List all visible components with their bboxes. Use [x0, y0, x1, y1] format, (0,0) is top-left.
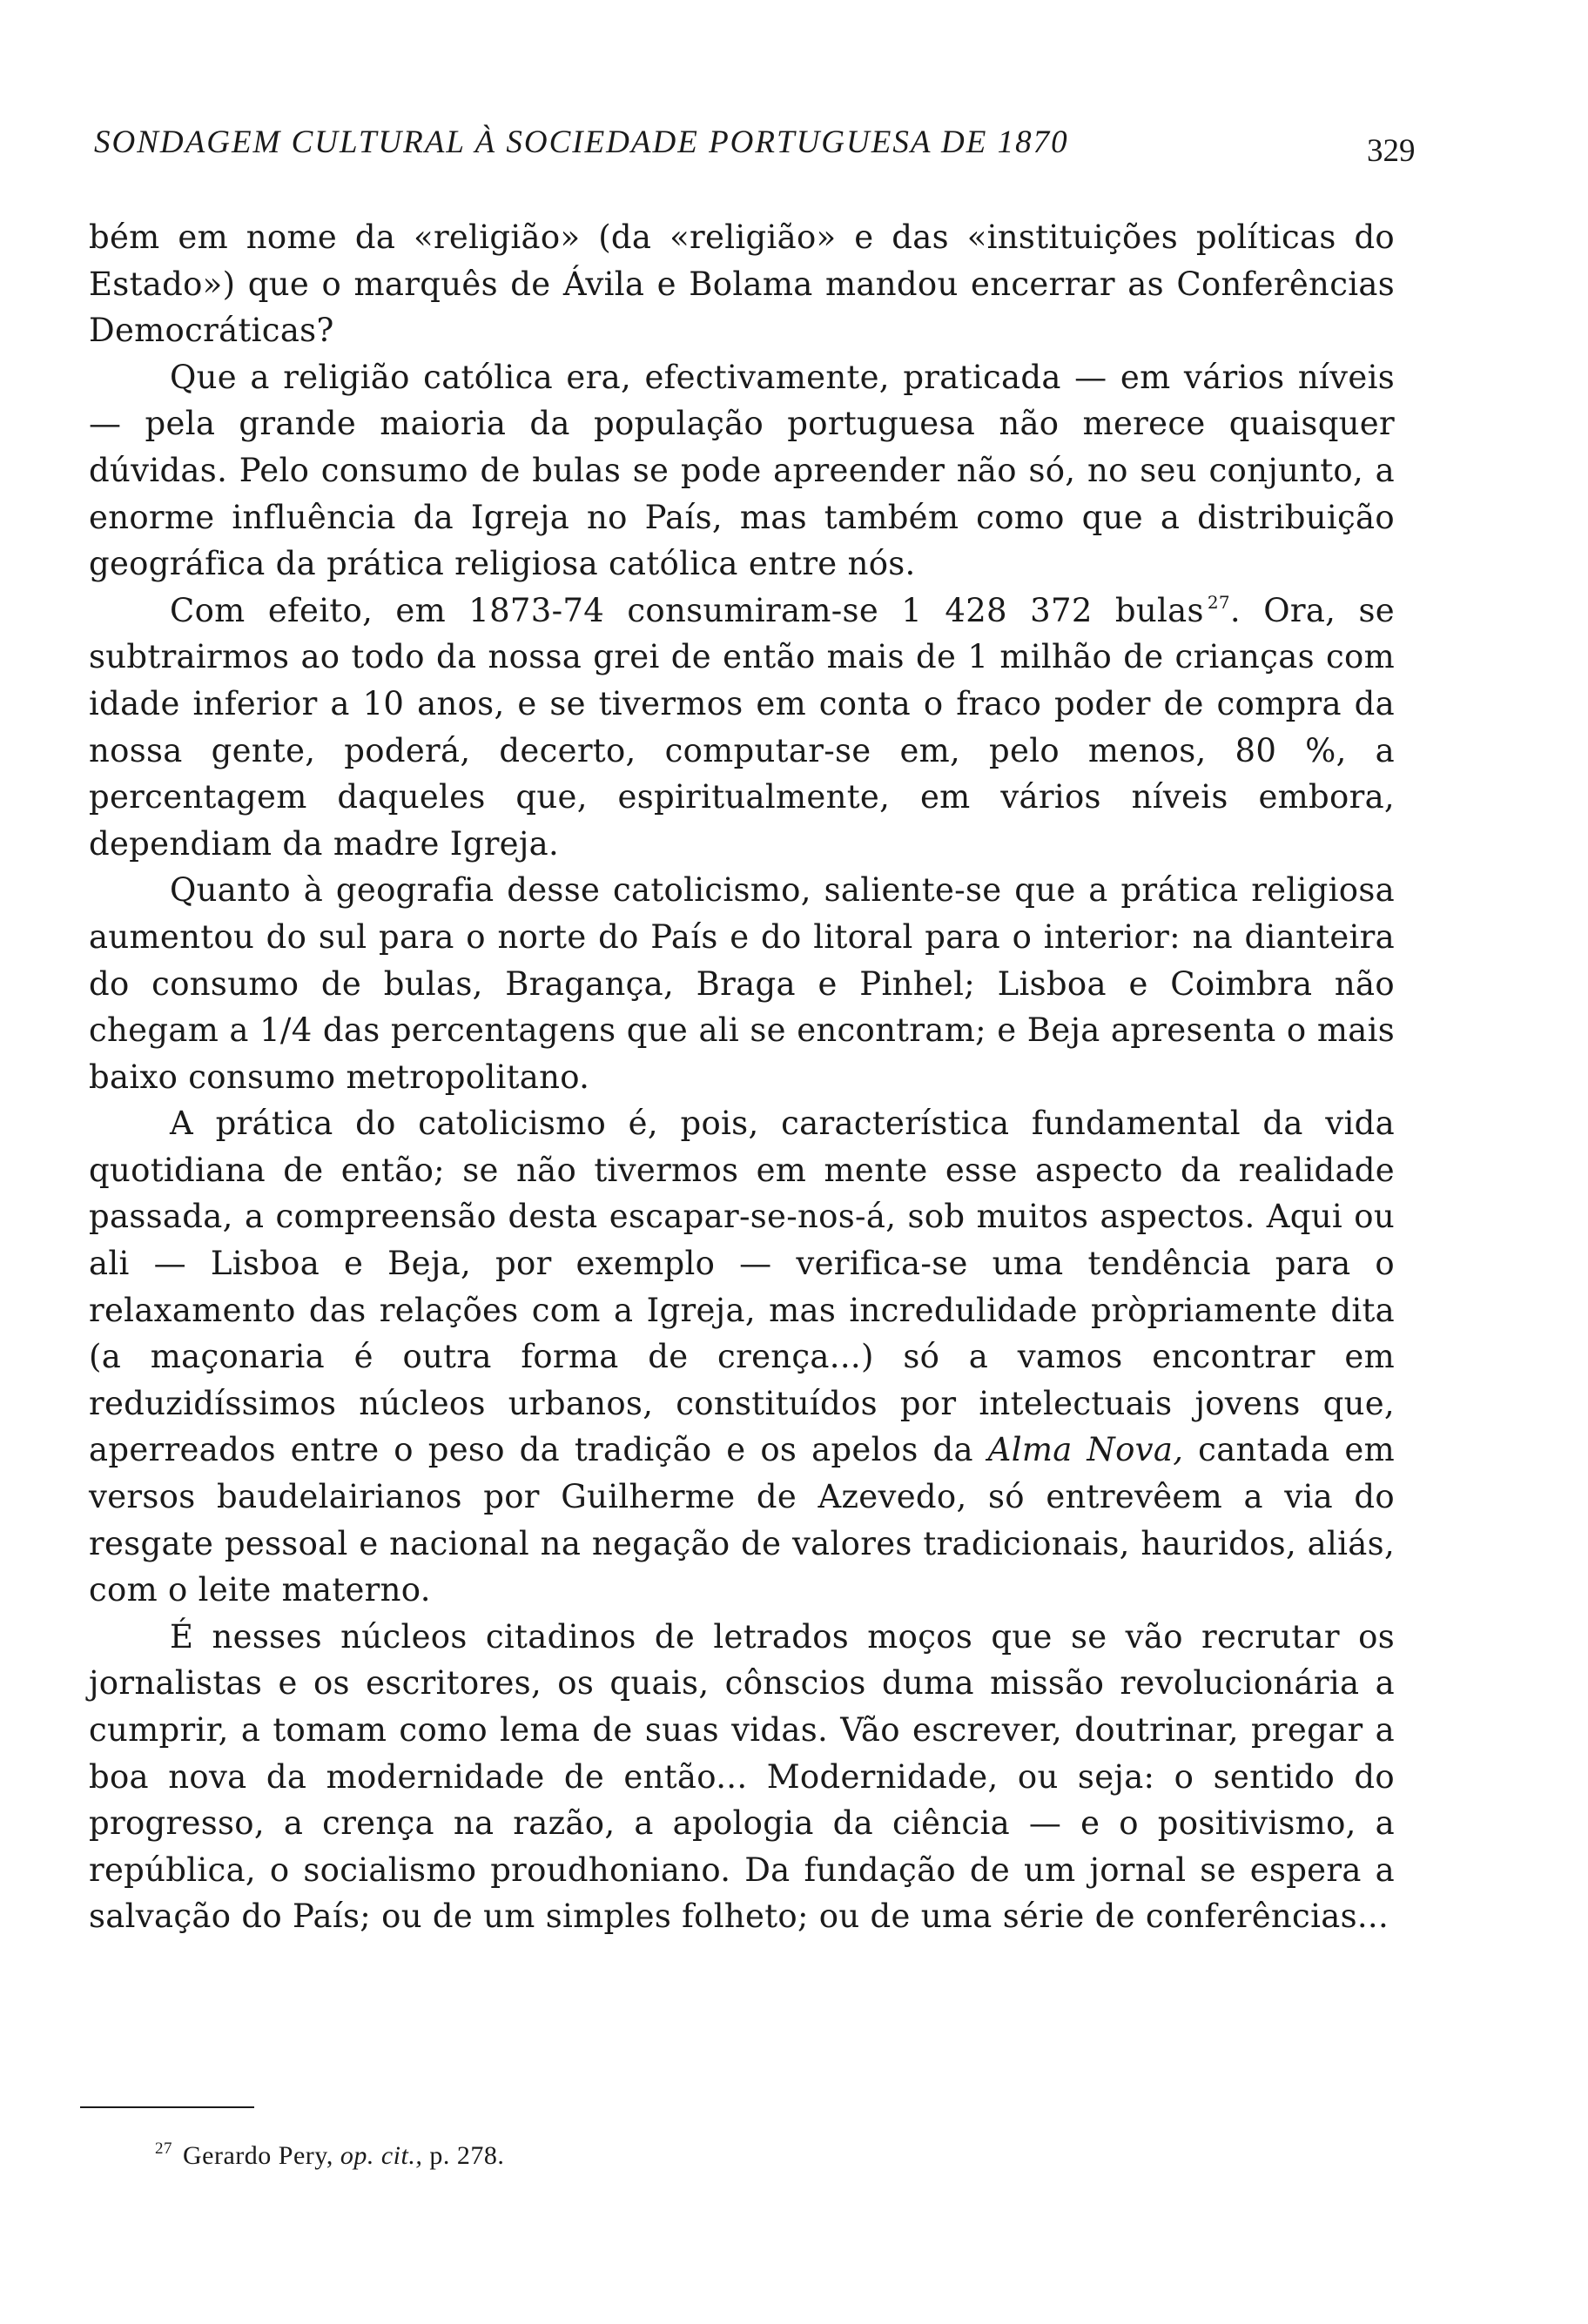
- paragraph-5-text-b: cantada em versos baudelairianos por Guilherme de Azevedo, só entrevêem a via do resgate pessoal e nacional na negação de valores tradicionais, hauridos, aliás, com o leite materno.: [89, 1431, 1395, 1609]
- paragraph-3: [89, 588, 1395, 868]
- paragraph-4: Quanto à geografia desse catolicismo, saliente-se que a prática religiosa aumentou do sul para o norte do País e do litoral para o interior: na dianteira do consumo de bulas, Bragança, Braga e Pinhel; Lisboa e Coimbra não chegam a 1/4 das percentagens que ali se encontram; e Beja apresenta o mais baixo consumo metropolitano.: [89, 871, 1395, 1096]
- running-title: SONDAGEM CULTURAL À SOCIEDADE PORTUGUESA DE 1870: [94, 124, 1069, 160]
- body-text: [89, 214, 1395, 1940]
- paragraph-3-text-b: . Ora, se subtrairmos ao todo da nossa grei de então mais de 1 milhão de crianças com idade inferior a 10 anos, e se tivermos em conta o fraco poder de compra da nossa gente, poderá, decerto, computar-se em, pelo menos, 80 %, a percentagem daqueles que, espiritualmente, em vários níveis embora, dependiam da madre Igreja.: [89, 591, 1395, 863]
- footnote-divider: [80, 2106, 254, 2108]
- footnote-number: 27: [155, 2139, 172, 2158]
- paragraph-6: É nesses núcleos citadinos de letrados moços que se vão recrutar os jornalistas e os escritores, os quais, cônscios duma missão revolucionária a cumprir, a tomam como lema de suas vidas. Vão escrever, doutrinar, pregar a boa nova da modernidade de então... Modernidade, ou seja: o sentido do progresso, a crença na razão, a apologia da ciência — e o positivismo, a república, o socialismo proudhoniano. Da fundação de um jornal se espera a salvação do País; ou de um simples folheto; ou de uma série de conferências...: [89, 1617, 1395, 1936]
- footnote-op-cit: op. cit.,: [340, 2141, 423, 2170]
- paragraph-2: Que a religião católica era, efectivamente, praticada — em vários níveis — pela grande maioria da população portuguesa não merece quaisquer dúvidas. Pelo consumo de bulas se pode apreender não só, no seu conjunto, a enorme influência da Igreja no País, mas também como que a distribuição geográfica da prática religiosa católica entre nós.: [89, 358, 1395, 583]
- italic-title-alma-nova: Alma Nova,: [987, 1431, 1184, 1469]
- paragraph-5-text-a: A prática do catolicismo é, pois, característica fundamental da vida quotidiana de então; se não tivermos em mente esse aspecto da realidade passada, a compreensão desta escapar-se-nos-á, sob muitos aspectos. Aqui ou ali — Lisboa e Beja, por exemplo — verifica-se uma tendência para o relaxamento das relações com a Igreja, mas incredulidade pròpriamente dita (a maçonaria é outra forma de crença...) só a vamos encontrar em reduzidíssimos núcleos urbanos, constituídos por intelectuais jovens que, aperreados entre o peso da tradição e os apelos da: [89, 1105, 1395, 1469]
- page-number: 329: [1367, 133, 1416, 169]
- paragraph-5: [89, 1100, 1395, 1614]
- paragraph-1: bém em nome da «religião» (da «religião» e das «instituições políticas do Estado») que o marquês de Ávila e Bolama mandou encerrar as Conferências Democráticas?: [89, 218, 1395, 350]
- footnote-author: Gerardo Pery,: [183, 2141, 333, 2170]
- footnote: [155, 2141, 1287, 2171]
- paragraph-3-text-a: Com efeito, em 1873-74 consumiram-se 1 428 372 bulas: [170, 591, 1204, 629]
- footnote-reference: 27: [1207, 591, 1230, 613]
- footnote-page: p. 278.: [429, 2141, 505, 2170]
